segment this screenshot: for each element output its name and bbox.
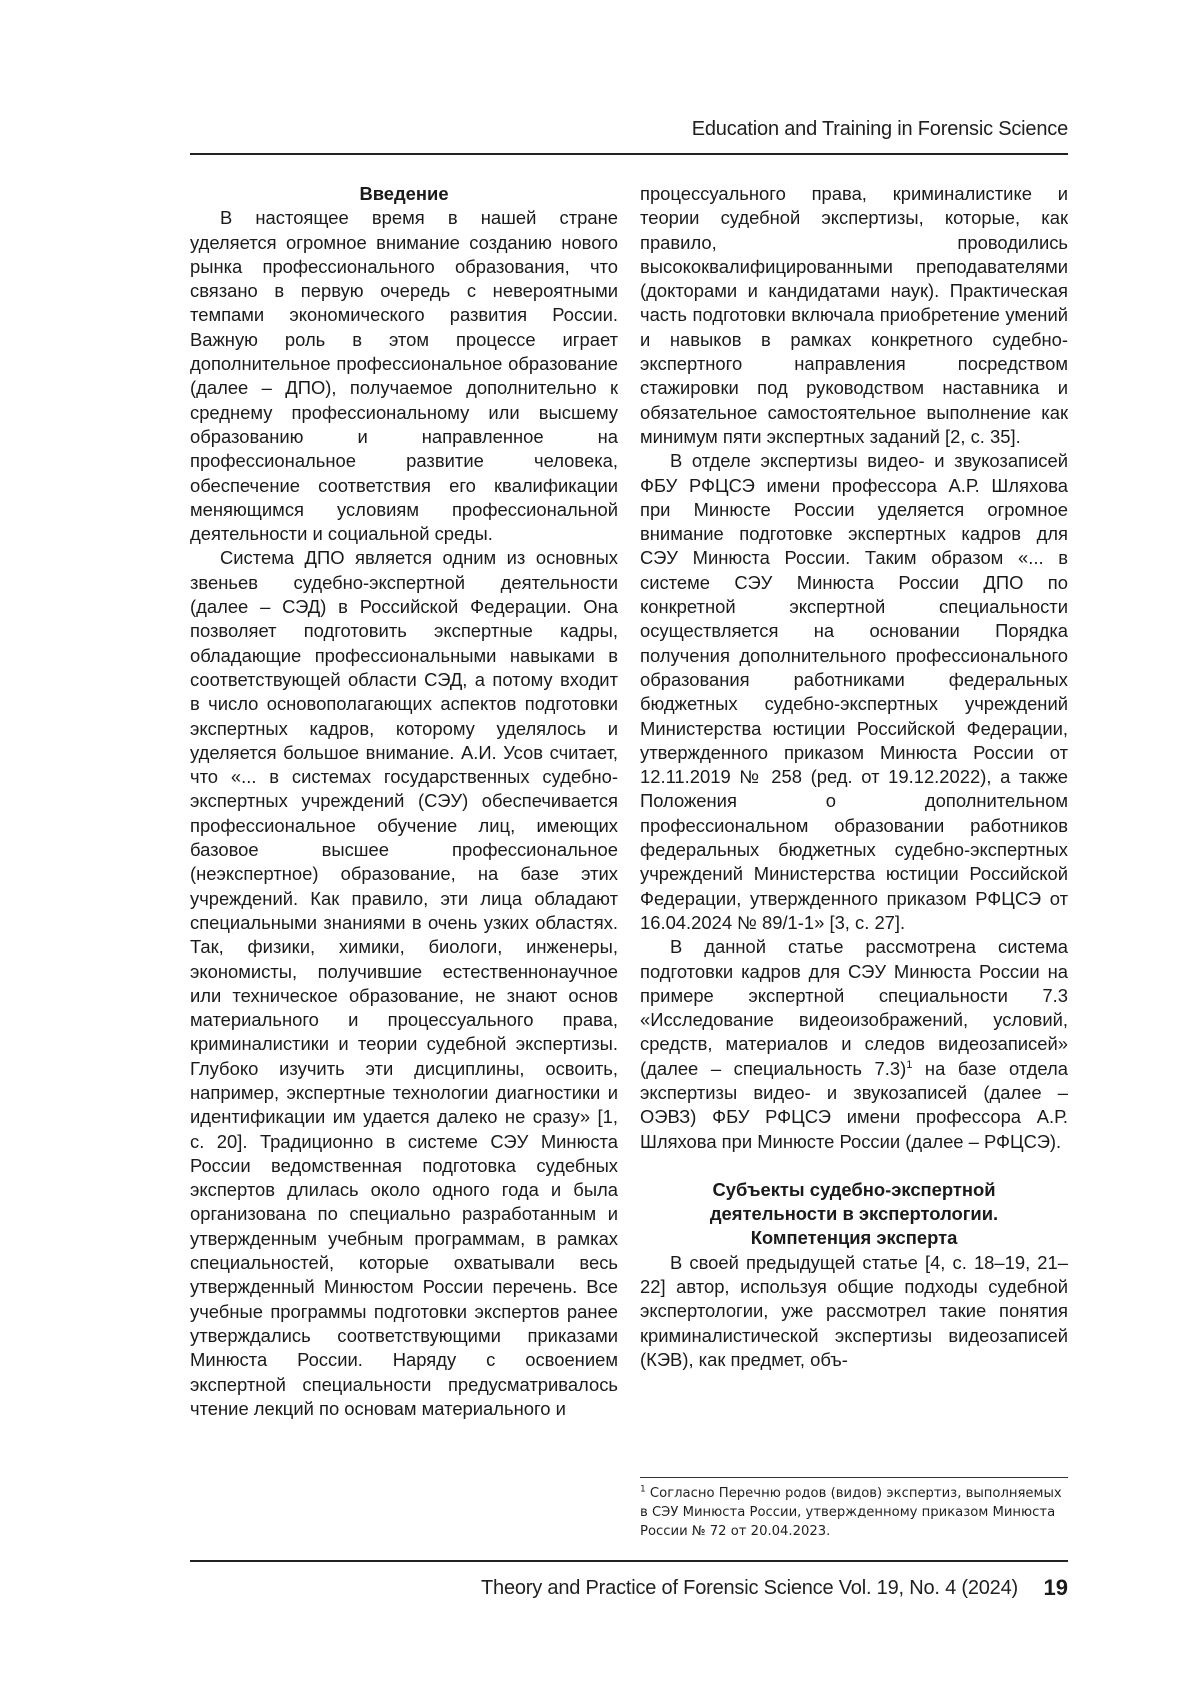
paragraph-text: В данной статье рассмотрена система подготовки кадров для СЭУ Минюста России на примере экспертной специальности 7.3 «Исследование видеоизображений, условий, средств, материалов и следов видеозаписей» (далее – специальность 7.3) [640,936,1068,1079]
footnote-reference[interactable]: 1 [906,1058,913,1071]
heading-line: Компетенция эксперта [750,1227,958,1249]
footer-divider [190,1560,1068,1562]
paragraph: В отделе экспертизы видео- и звукозаписей ФБУ РФЦСЭ имени профессора А.Р. Шляхова при Минюсте России уделяется огромное внимание подготовке экспертных кадров для СЭУ Минюста России. Таким образом «... в системе СЭУ Минюста России ДПО по конкретной экспертной специальности осуществляется на основании Порядка получения дополнительного профессионального образования работниками федеральных бюджетных судебно-экспертных учреждений Министерства юстиции Российской Федерации, утвержденного приказом Минюста России от 12.11.2019 № 258 (ред. от 19.12.2022), а также Положения о дополнительном профессиональном образовании работников федеральных бюджетных судебно-экспертных учреждений Министерства юстиции Российской Федерации, утвержденного приказом РФЦСЭ от 16.04.2024 № 89/1-1» [3, с. 27]. [640,450,1068,933]
running-header: Education and Training in Forensic Science [691,118,1068,140]
right-column [640,182,1068,1372]
paragraph: В своей предыдущей статье [4, с. 18–19, 21–22] автор, используя общие подходы судебной экспертологии, уже рассмотрел такие понятия криминалистической экспертизы видеозаписей (КЭВ), как предмет, объ- [640,1251,1068,1370]
paragraph: В настоящее время в нашей стране уделяется огромное внимание созданию нового рынка профессионального образования, что связано в первую очередь с невероятными темпами экономического развития России. Важную роль в этом процессе играет дополнительное профессиональное образование (далее – ДПО), получаемое дополнительно к среднему профессиональному или высшему образованию и направленное на профессиональное развитие человека, обеспечение соответствия его квалификации меняющимся условиям профессиональной деятельности и социальной среды. [190,207,618,545]
footnote-mark: 1 [640,1484,646,1495]
paragraph-text: на базе отдела экспертизы видео- и звукозаписей (далее – ОЭВЗ) ФБУ РФЦСЭ имени профессора А.Р. Шляхова при Минюсте России (далее – РФЦСЭ). [640,1057,1068,1152]
header-divider [190,153,1068,155]
paragraph: Система ДПО является одним из основных звеньев судебно-экспертной деятельности (далее – СЭД) в Российской Федерации. Она позволяет подготовить экспертные кадры, обладающие профессиональными навыками в соответствующей области СЭД, а потому входит в число основополагающих аспектов подготовки экспертных кадров, которому уделялось и уделяется большое внимание. А.И. Усов считает, что «... в системах государственных судебно-экспертных учреждений (СЭУ) обеспечивается профессиональное обучение лиц, имеющих базовое высшее профессиональное (неэкспертное) образование, на базе этих учреждений. Как правило, эти лица обладают специальными знаниями в очень узких областях. Так, физики, химики, биологи, инженеры, экономисты, получившие естественнонаучное или техническое образование, не знают основ материального и процессуального права, криминалистики и теории судебной экспертизы. Глубоко изучить эти дисциплины, освоить, например, экспертные технологии диагностики и идентификации им удается далеко не сразу» [1, с. 20]. Традиционно в системе СЭУ Минюста России ведомственная подготовка судебных экспертов длилась около одного года и была организована по специально разработанным и утвержденным учебным программам, в рамках специальностей, которые охватывали весь утвержденный Минюстом России перечень. Все учебные программы подготовки экспертов ранее утверждались соответствующими приказами Минюста России. Наряду с освоением экспертной специальности предусматривалось чтение лекций по основам материального и [190,547,618,1419]
page-number: 19 [1043,1575,1068,1600]
footer-journal-title: Theory and Practice of Forensic Science Vol. 19, No. 4 (2024) [481,1577,1018,1599]
heading-line: деятельности в экспертологии. [709,1203,999,1225]
paragraph-continued: процессуального права, криминалистике и теории судебной экспертизы, которые, как правило, проводились высококвалифицированными преподавателями (докторами и кандидатами наук). Практическая часть подготовки включала приобретение умений и навыков в рамках конкретного судебно-экспертного направления посредством стажировки под руководством наставника и обязательное самостоятельное выполнение как минимум пяти экспертных заданий [2, с. 35]. [640,183,1068,447]
footnote-text: Согласно Перечню родов (видов) экспертиз, выполняемых в СЭУ Минюста России, утвержденному приказом Минюста России № 72 от 20.04.2023. [640,1486,1062,1539]
section-heading-subjects [640,1178,1068,1251]
heading-line: Субъекты судебно-экспертной [712,1178,996,1200]
paragraph [640,935,1068,1154]
footnote [640,1477,1068,1541]
left-column [190,182,618,1421]
section-heading-introduction: Введение [359,183,449,204]
